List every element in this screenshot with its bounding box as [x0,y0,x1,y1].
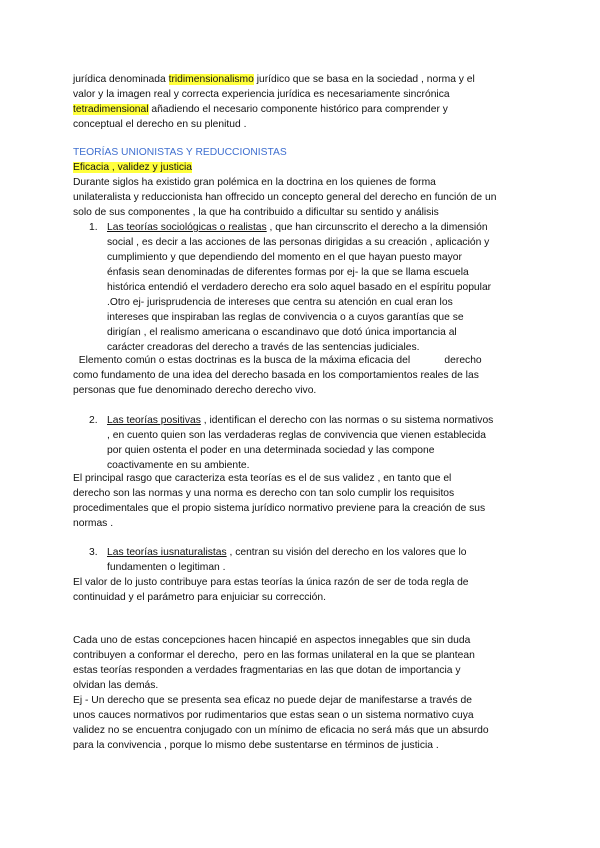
text-line: para la convivencia , porque lo mismo debe sustentarse en términos de justicia . [73,740,439,751]
list-term: Las teorías sociológicas o realistas [107,222,267,233]
text-line: El valor de lo justo contribuye para estas teorías la única razón de ser de toda regla de [73,577,469,588]
text-line: personas que fue denominado derecho derecho vivo. [73,385,317,396]
text-line: normas . [73,518,114,529]
text-line: Cada uno de estas concepciones hacen hincapié en aspectos innegables que sin duda [73,635,471,646]
text-line: contribuyen a conformar el derecho, pero en las formas unilateral en la que se plantean [73,650,475,661]
list-item-line: Las teorías positivas , identifican el derecho con las normas o su sistema normativos [107,415,494,426]
text-line: Ej - Un derecho que se presenta sea eficaz no puede dejar de manifestarse a través de [73,695,472,706]
list-term: Las teorías positivas [107,415,201,426]
text-line: validez no se encuentra conjugado con un mínimo de eficacia no será más que un absurdo [73,725,489,736]
list-item-line: intereses que inspiraban las reglas de convivencia o a cuyos garantías que se [107,312,464,323]
text-line: Durante siglos ha existido gran polémica en la doctrina en los quienes de forma [73,177,436,188]
text-line: derecho son las normas y una norma es derecho con tan solo cumplir los requisitos [73,488,455,499]
section-subheading: Eficacia , validez y justicia [73,162,193,173]
list-term: Las teorías iusnaturalistas [107,547,227,558]
text-line: solo de sus componentes , la que ha contribuido a dificultar su sentido y análisis [73,207,439,218]
list-item-line: coactivamente en su ambiente. [107,460,250,471]
section-heading: TEORÍAS UNIONISTAS Y REDUCCIONISTAS [73,147,287,158]
list-item-line: énfasis sean denominadas de diferentes formas por ej- la que se llama escuela [107,267,469,278]
text-line: olvidan las demás. [73,680,159,691]
text-line: unos cauces normativos por rudimentarios que estas sean o un sistema normativo cuya [73,710,474,721]
text-line: Elemento común o estas doctrinas es la busca de la máxima eficacia del derecho [73,355,482,366]
list-item-line: histórica entendió el verdadero derecho era solo aquel basado en el espíritu popular [107,282,492,293]
highlighted-term: tetradimensional [73,104,149,115]
text-line: jurídica denominada tridimensionalismo jurídico que se basa en la sociedad , norma y el [73,74,475,85]
text-line: como fundamento de una idea del derecho basada en los comportamientos reales de las [73,370,479,381]
list-number: 1. [89,222,98,233]
list-number: 3. [89,547,98,558]
list-item-line: dirigían , el realismo americana o escandinavo que dotó única importancia al [107,327,457,338]
text-line: tetradimensional añadiendo el necesario componente histórico para comprender y [73,104,448,115]
text-line: procedimentales que el propio sistema jurídico normativo previene para la creación de sus [73,503,486,514]
list-item-line: por quien ostenta el poder en una determinada sociedad y las compone [107,445,435,456]
text-line: estas teorías responden a verdades fragmentarias en las que dotan de importancia y [73,665,461,676]
list-item-line: social , es decir a las acciones de las personas dirigidas a su creación , aplicación y [107,237,490,248]
text-line: valor y la imagen real y correcta experiencia jurídica es necesariamente sincrónica [73,89,450,100]
list-item-line: carácter creadoras del derecho a través de las sentencias judiciales. [107,342,420,353]
highlighted-term: tridimensionalismo [168,74,254,85]
list-item-line: Las teorías sociológicas o realistas , que han circunscrito el derecho a la dimensión [107,222,488,233]
list-item-line: , en cuento quien son las verdaderas reglas de convivencia que vienen establecida [107,430,486,441]
list-item-line: fundamenten o legitiman . [107,562,226,573]
list-number: 2. [89,415,98,426]
list-item-line: cumplimiento y que dependiendo del momento en el que hayan puesto mayor [107,252,462,263]
text-line: unilateralista y reduccionista han offrecido un concepto general del derecho en función de un [73,192,497,203]
text-line: El principal rasgo que caracteriza esta teorías es el de sus validez , en tanto que el [73,473,452,484]
text-line: conceptual el derecho en su plenitud . [73,119,247,130]
text-line: continuidad y el parámetro para enjuiciar su corrección. [73,592,326,603]
list-item-line: Las teorías iusnaturalistas , centran su visión del derecho en los valores que lo [107,547,467,558]
list-item-line: .Otro ej- jurisprudencia de intereses que centra su atención en cual eran los [107,297,453,308]
